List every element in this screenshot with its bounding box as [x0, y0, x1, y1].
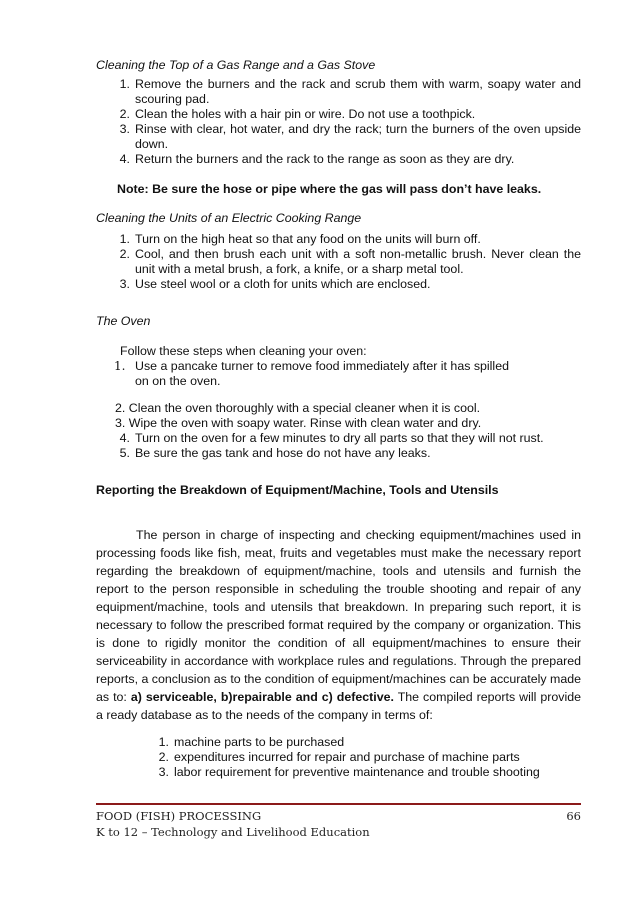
list-item [112, 446, 581, 461]
list-item [112, 122, 581, 152]
list-number: 3. [158, 765, 169, 779]
gas-note: Note: Be sure the hose or pipe where the gas will pass don’t have leaks. [117, 182, 542, 196]
oven-item-2: 2. Clean the oven thoroughly with a special cleaner when it is cool. [115, 401, 481, 415]
list-number: 1. [119, 77, 130, 91]
list-item [112, 431, 581, 446]
gas-section-title: Cleaning the Top of a Gas Range and a Gas Stove [96, 58, 376, 72]
gas-section-list [112, 77, 581, 167]
electric-section-list [112, 232, 581, 292]
footer-subtitle: K to 12 – Technology and Livelihood Education [96, 825, 370, 839]
list-text: Cool, and then brush each unit with a soft non-metallic brush. Never clean the unit with a metal brush, a fork, a knife, or a sharp metal tool. [135, 247, 581, 276]
list-text: Turn on the oven for a few minutes to dry all parts so that they will not rust. [135, 431, 544, 445]
list-number: 1. [158, 735, 169, 749]
list-number: 3. [119, 277, 130, 291]
report-text-bold: a) serviceable, b)repairable and c) defective. [130, 690, 394, 704]
list-item [151, 735, 581, 750]
report-text-start: The person in charge of inspecting and checking equipment/machines used in processing foods like fish, meat, fruits and vegetables must make the necessary report regarding the breakdown of equipment/machine, tools and utensils and furnish the report to the person responsible in scheduling the trouble shooting and repair of any equipment/machine, tools and utensils that breakdown. In preparing such report, it is necessary to follow the prescribed format required by the company or organization. This is done to rigidly monitor the condition of all equipment/machines to ensure their serviceability in accordance with workplace rules and regulations. Through the prepared reports, a conclusion as to the condition of equipment/machines can be accurately made as to: [96, 528, 581, 704]
list-text: machine parts to be purchased [174, 735, 345, 749]
list-text: Use steel wool or a cloth for units which are enclosed. [135, 277, 431, 291]
list-number: 3. [119, 122, 130, 136]
list-number: 1. [119, 232, 130, 246]
list-item [151, 750, 581, 765]
report-list [151, 735, 581, 780]
report-paragraph [96, 526, 581, 724]
list-number: 1. [114, 359, 126, 373]
list-text: labor requirement for preventive maintenance and trouble shooting [174, 765, 540, 779]
list-item [112, 107, 581, 122]
report-text-end: The compiled reports will provide a ready database as to the needs of the company in terms of: [96, 690, 581, 722]
list-text: Remove the burners and the rack and scrub them with warm, soapy water and scouring pad. [135, 77, 581, 106]
list-text: expenditures incurred for repair and purchase of machine parts [174, 750, 520, 764]
oven-section-title: The Oven [96, 314, 151, 328]
report-heading: Reporting the Breakdown of Equipment/Machine, Tools and Utensils [96, 483, 499, 497]
list-number: 5. [119, 446, 130, 460]
list-item [112, 77, 581, 107]
list-number: 4. [119, 431, 130, 445]
list-item [112, 232, 581, 247]
oven-item-1 [112, 359, 512, 389]
list-text: Use a pancake turner to remove food immediately after it has spilled on on the oven. [135, 359, 509, 388]
list-number: 4. [119, 152, 130, 166]
list-item [151, 765, 581, 780]
list-number: 2. [158, 750, 169, 764]
list-text: Rinse with clear, hot water, and dry the rack; turn the burners of the oven upside down. [135, 122, 581, 151]
list-text: Return the burners and the rack to the range as soon as they are dry. [135, 152, 515, 166]
oven-intro: Follow these steps when cleaning your oven: [120, 344, 367, 358]
electric-section-title: Cleaning the Units of an Electric Cooking Range [96, 211, 362, 225]
list-item [112, 247, 581, 277]
list-number: 2. [119, 107, 130, 121]
list-number: 2. [119, 247, 130, 261]
list-text: Clean the holes with a hair pin or wire. Do not use a toothpick. [135, 107, 476, 121]
page-number: 66 [566, 809, 581, 823]
oven-list-rest [112, 431, 581, 461]
list-item [112, 152, 581, 167]
footer-rule [96, 803, 581, 805]
footer-title: FOOD (FISH) PROCESSING [96, 809, 262, 823]
list-text: Turn on the high heat so that any food on the units will burn off. [135, 232, 481, 246]
list-item [112, 277, 581, 292]
list-text: Be sure the gas tank and hose do not have any leaks. [135, 446, 431, 460]
oven-item-3: 3. Wipe the oven with soapy water. Rinse with clean water and dry. [115, 416, 482, 430]
